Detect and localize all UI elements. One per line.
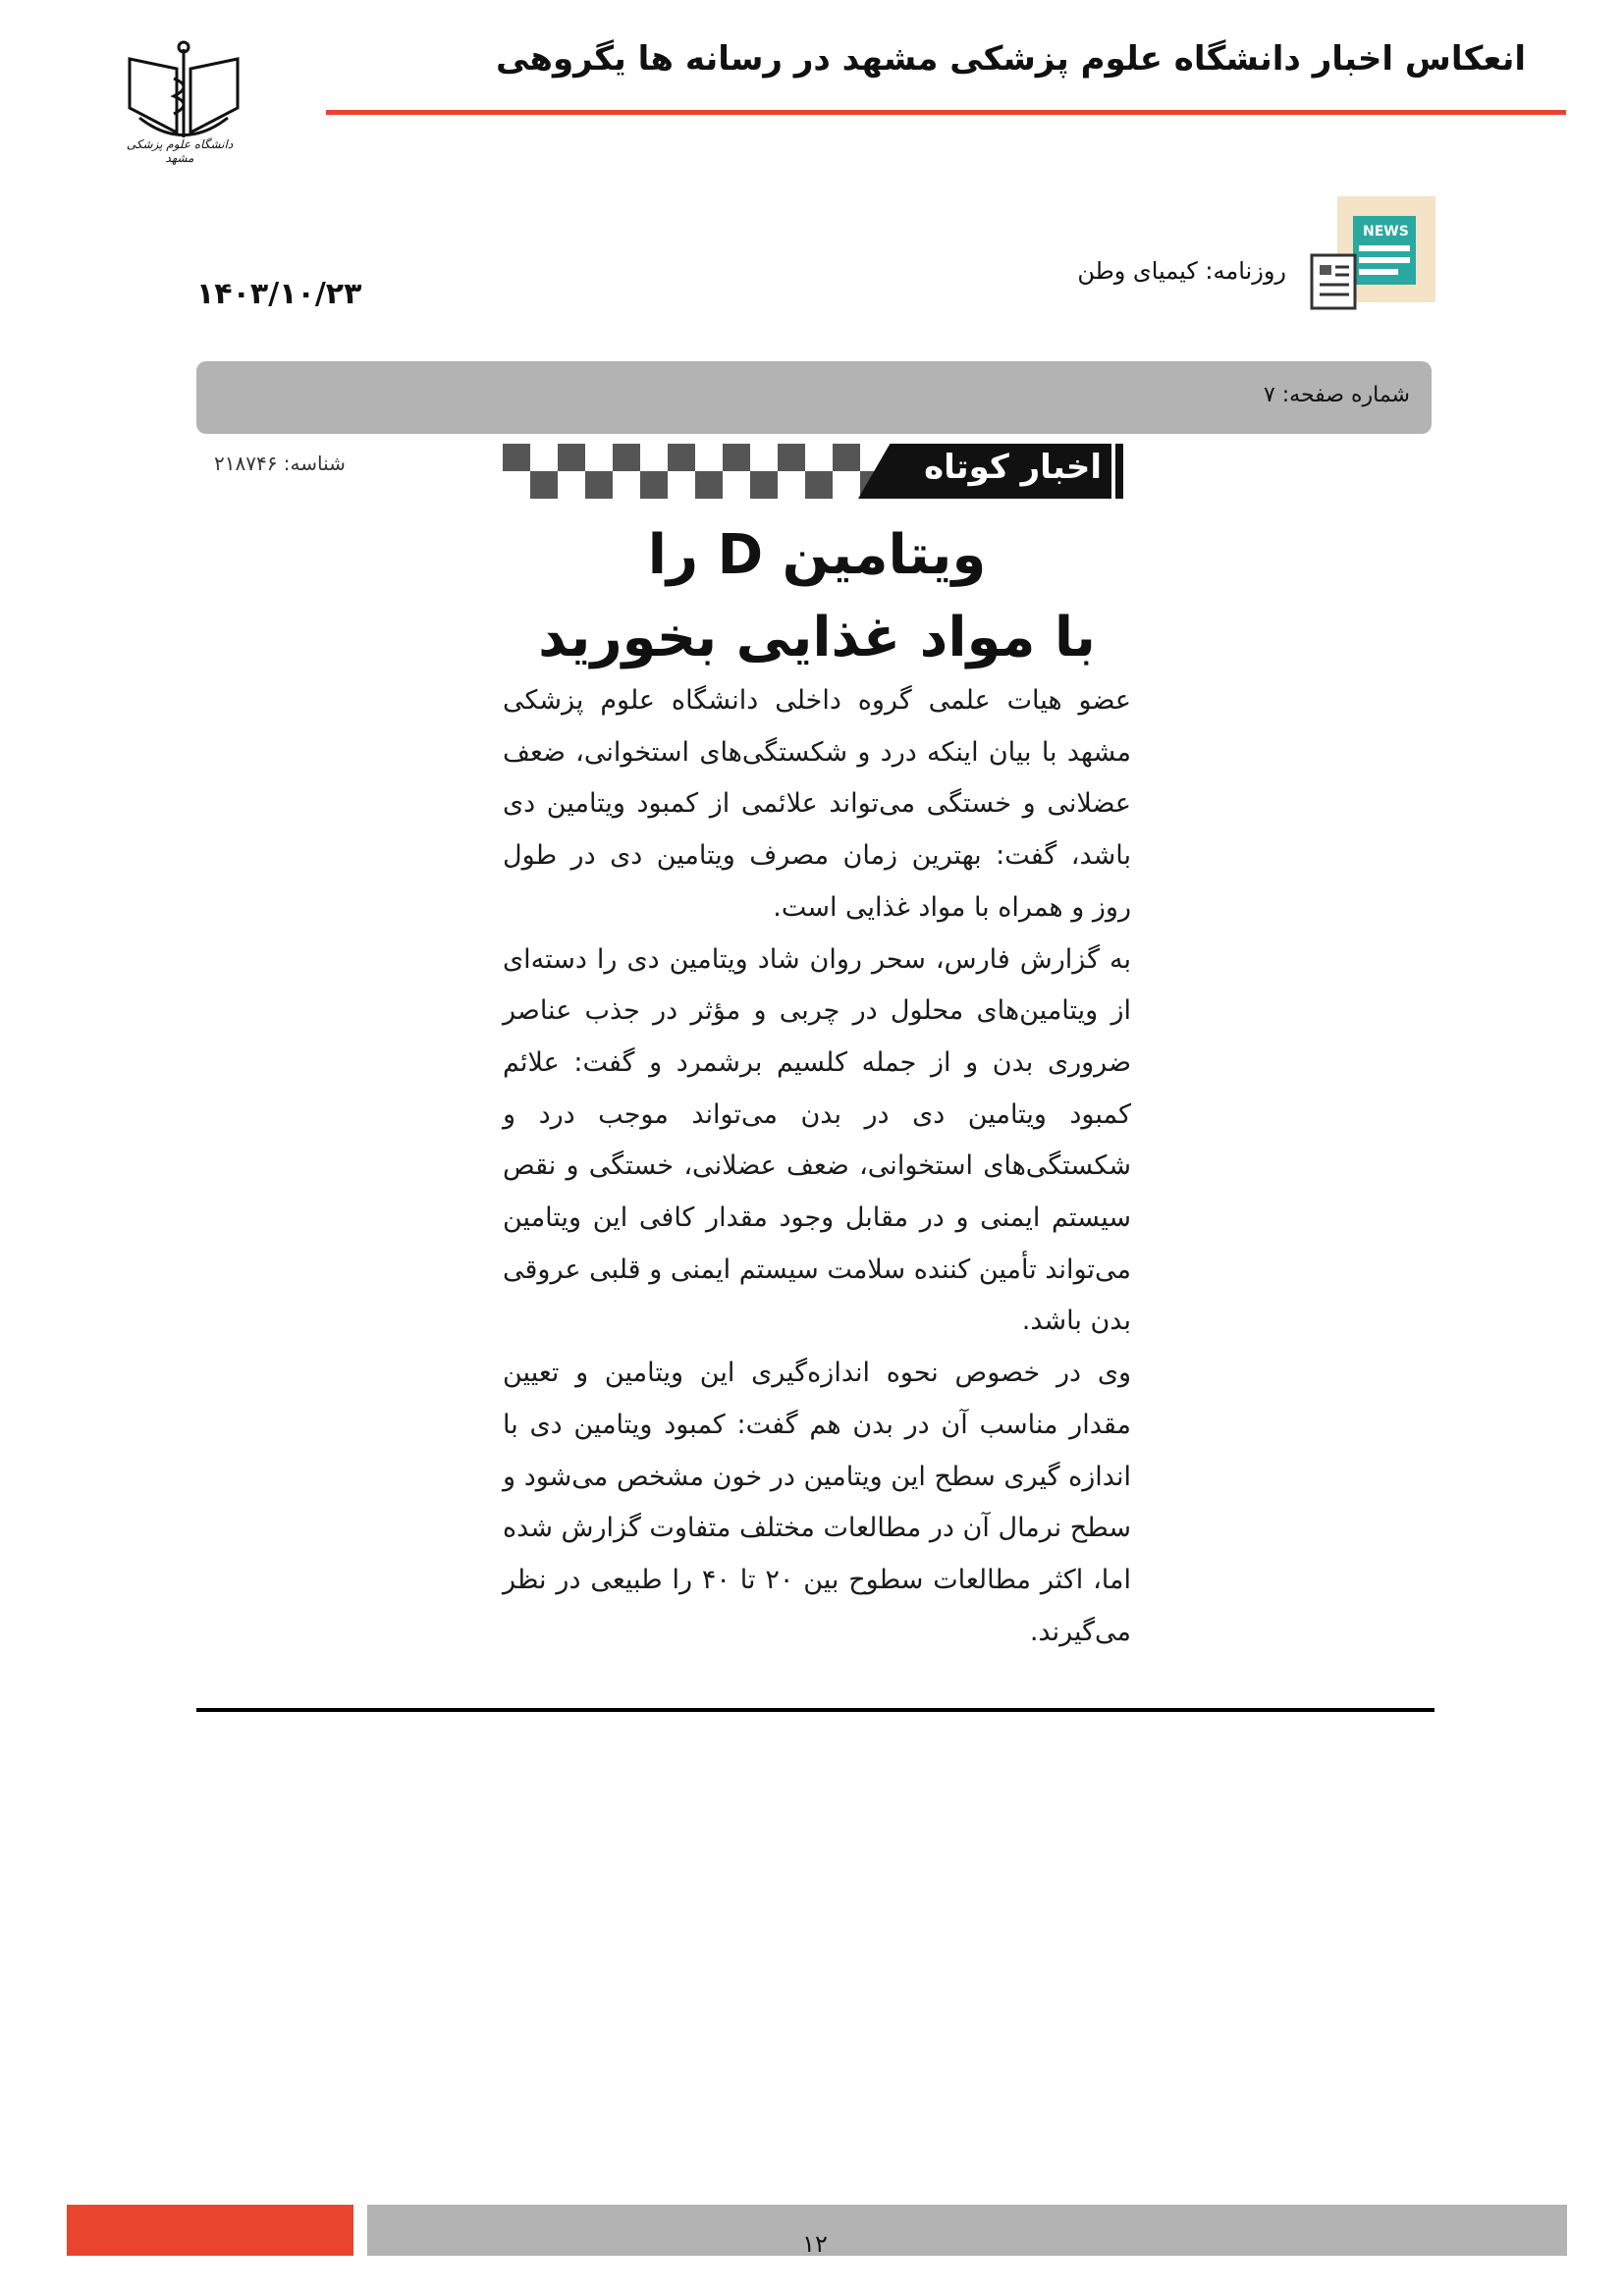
header-divider xyxy=(326,110,1566,115)
article-paragraph: به گزارش فارس، سحر روان شاد ویتامین دی را دسته‌ای از ویتامین‌های محلول در چربی و مؤثر در جذب عناصر ضروری بدن و از جمله کلسیم برشمرد و گفت: علائم کمبود ویتامین دی در بدن می‌تواند موجب درد و شکستگی‌های استخوانی، ضعف عضلانی، خستگی و نقص سیستم ایمنی و در مقابل وجود مقدار کافی این ویتامین می‌تواند تأمین کننده سلامت سیستم ایمنی و قلبی عروقی بدن باشد. xyxy=(503,943,1131,1337)
section-banner xyxy=(503,440,1131,503)
footer-bar xyxy=(367,2205,1567,2256)
newspaper-name: روزنامه: کیمیای وطن xyxy=(1077,257,1286,285)
footer-page-number: ۱۲ xyxy=(802,2230,828,2258)
article-paragraph: عضو هیات علمی گروه داخلی دانشگاه علوم پزشکی مشهد با بیان اینکه درد و شکستگی‌های استخوانی، ضعف عضلانی و خستگی می‌تواند علائمی از کمبود ویتامین دی باشد، گفت: بهترین زمان مصرف ویتامین دی در طول روز و همراه با مواد غذایی است. xyxy=(503,685,1131,923)
article-headline xyxy=(503,514,1131,679)
clipping-id: شناسه: ۲۱۸۷۴۶ xyxy=(214,452,346,475)
section-kicker: اخبار کوتاه xyxy=(924,448,1102,487)
checker-pattern xyxy=(503,444,876,499)
report-title: انعکاس اخبار دانشگاه علوم پزشکی مشهد در رسانه ها یگروهی xyxy=(496,39,1526,79)
newspaper-icon xyxy=(1308,196,1435,312)
page-number-label: شماره صفحه: ۷ xyxy=(1263,383,1410,407)
headline-line-1: ویتامین D را xyxy=(647,523,987,587)
headline-line-2: با مواد غذایی بخورید xyxy=(538,606,1096,669)
news-icon-label: NEWS xyxy=(1363,224,1409,240)
publish-date: ۱۴۰۳/۱۰/۲۳ xyxy=(196,277,362,311)
article-paragraph: وی در خصوص نحوه اندازه‌گیری این ویتامین و تعیین مقدار مناسب آن در بدن هم گفت: کمبود ویتامین دی با اندازه گیری سطح این ویتامین در خون مشخص می‌شود و سطح نرمال آن در مطالعات مختلف متفاوت گزارش شده اما، اکثر مطالعات سطوح بین ۲۰ تا ۴۰ را طبیعی در نظر می‌گیرند. xyxy=(503,1358,1131,1647)
page-number-bar xyxy=(196,361,1432,434)
logo-caption: دانشگاه علوم پزشکی مشهد xyxy=(126,137,234,165)
news-clipping xyxy=(503,440,1131,1657)
footer-accent-bar xyxy=(67,2205,353,2256)
clipping-end-rule xyxy=(196,1708,1435,1712)
article-body xyxy=(503,675,1131,1658)
